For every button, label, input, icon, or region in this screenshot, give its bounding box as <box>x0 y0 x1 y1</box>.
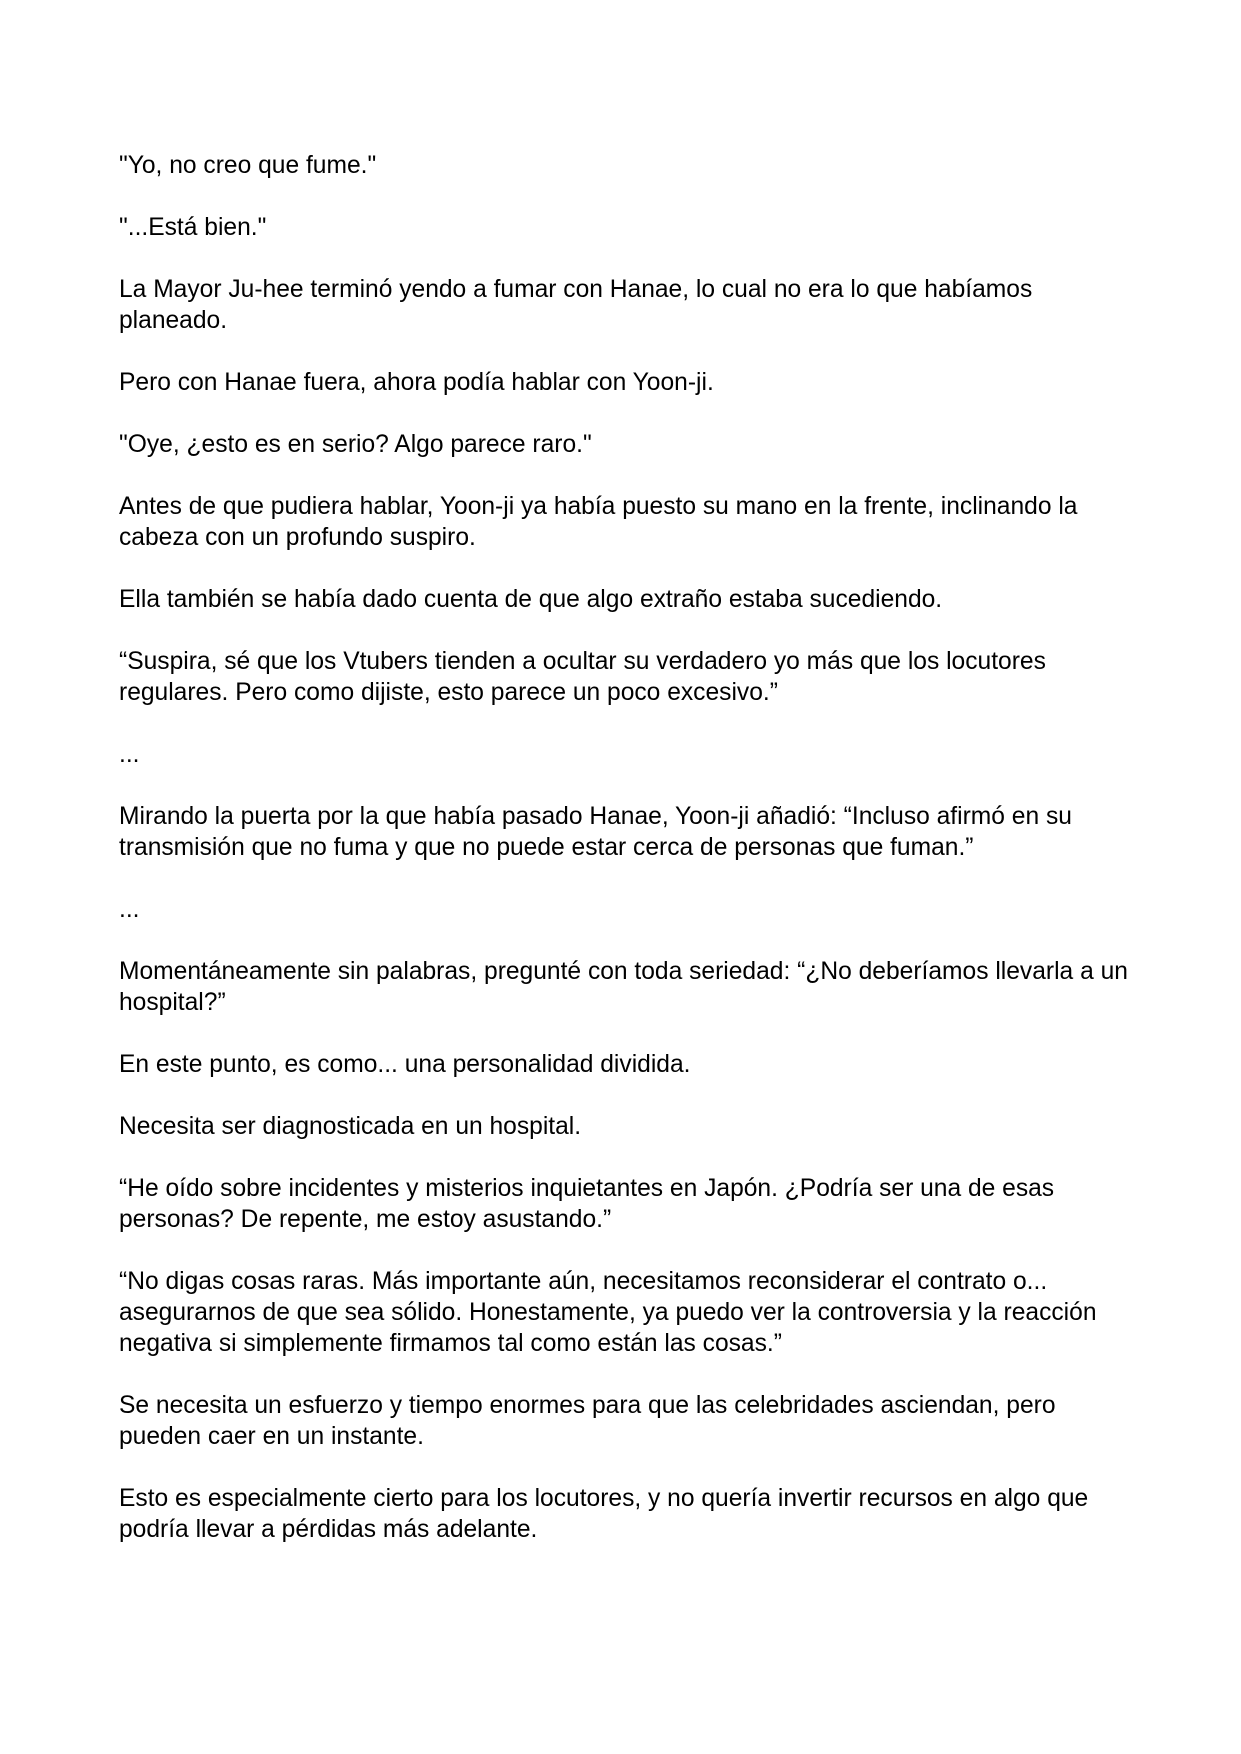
paragraph: “No digas cosas raras. Más importante aún, necesitamos reconsiderar el contrato o... asegurarnos de que sea sólido. Honestamente, ya puedo ver la controversia y la reacción negativa si simplemente firmamos tal como están las cosas.” <box>119 1268 1097 1357</box>
paragraph: Mirando la puerta por la que había pasado Hanae, Yoon-ji añadió: “Incluso afirmó en su transmisión que no fuma y que no puede estar cerca de personas que fuman.” <box>119 803 1072 861</box>
paragraph: "Yo, no creo que fume." <box>119 152 377 179</box>
paragraph: Se necesita un esfuerzo y tiempo enormes para que las celebridades asciendan, pero pueden caer en un instante. <box>119 1392 1056 1450</box>
paragraph: Antes de que pudiera hablar, Yoon-ji ya había puesto su mano en la frente, inclinando la cabeza con un profundo suspiro. <box>119 493 1078 551</box>
paragraph: "Oye, ¿esto es en serio? Algo parece raro." <box>119 431 592 458</box>
paragraph: "...Está bien." <box>119 214 267 241</box>
paragraph: “He oído sobre incidentes y misterios inquietantes en Japón. ¿Podría ser una de esas personas? De repente, me estoy asustando.” <box>119 1175 1055 1233</box>
paragraph: Necesita ser diagnosticada en un hospital. <box>119 1113 582 1140</box>
paragraph: ... <box>119 741 140 768</box>
paragraph: Esto es especialmente cierto para los locutores, y no quería invertir recursos en algo que podría llevar a pérdidas más adelante. <box>119 1485 1089 1543</box>
paragraph: Momentáneamente sin palabras, pregunté con toda seriedad: “¿No deberíamos llevarla a un hospital?” <box>119 958 1128 1016</box>
paragraph: Ella también se había dado cuenta de que algo extraño estaba sucediendo. <box>119 586 943 613</box>
paragraph: “Suspira, sé que los Vtubers tienden a ocultar su verdadero yo más que los locutores regulares. Pero como dijiste, esto parece un poco excesivo.” <box>119 648 1046 706</box>
document-body <box>119 150 1129 1576</box>
paragraph: ... <box>119 896 140 923</box>
paragraph: Pero con Hanae fuera, ahora podía hablar con Yoon-ji. <box>119 369 714 396</box>
paragraph: La Mayor Ju-hee terminó yendo a fumar con Hanae, lo cual no era lo que habíamos planeado. <box>119 276 1033 334</box>
paragraph: En este punto, es como... una personalidad dividida. <box>119 1051 691 1078</box>
